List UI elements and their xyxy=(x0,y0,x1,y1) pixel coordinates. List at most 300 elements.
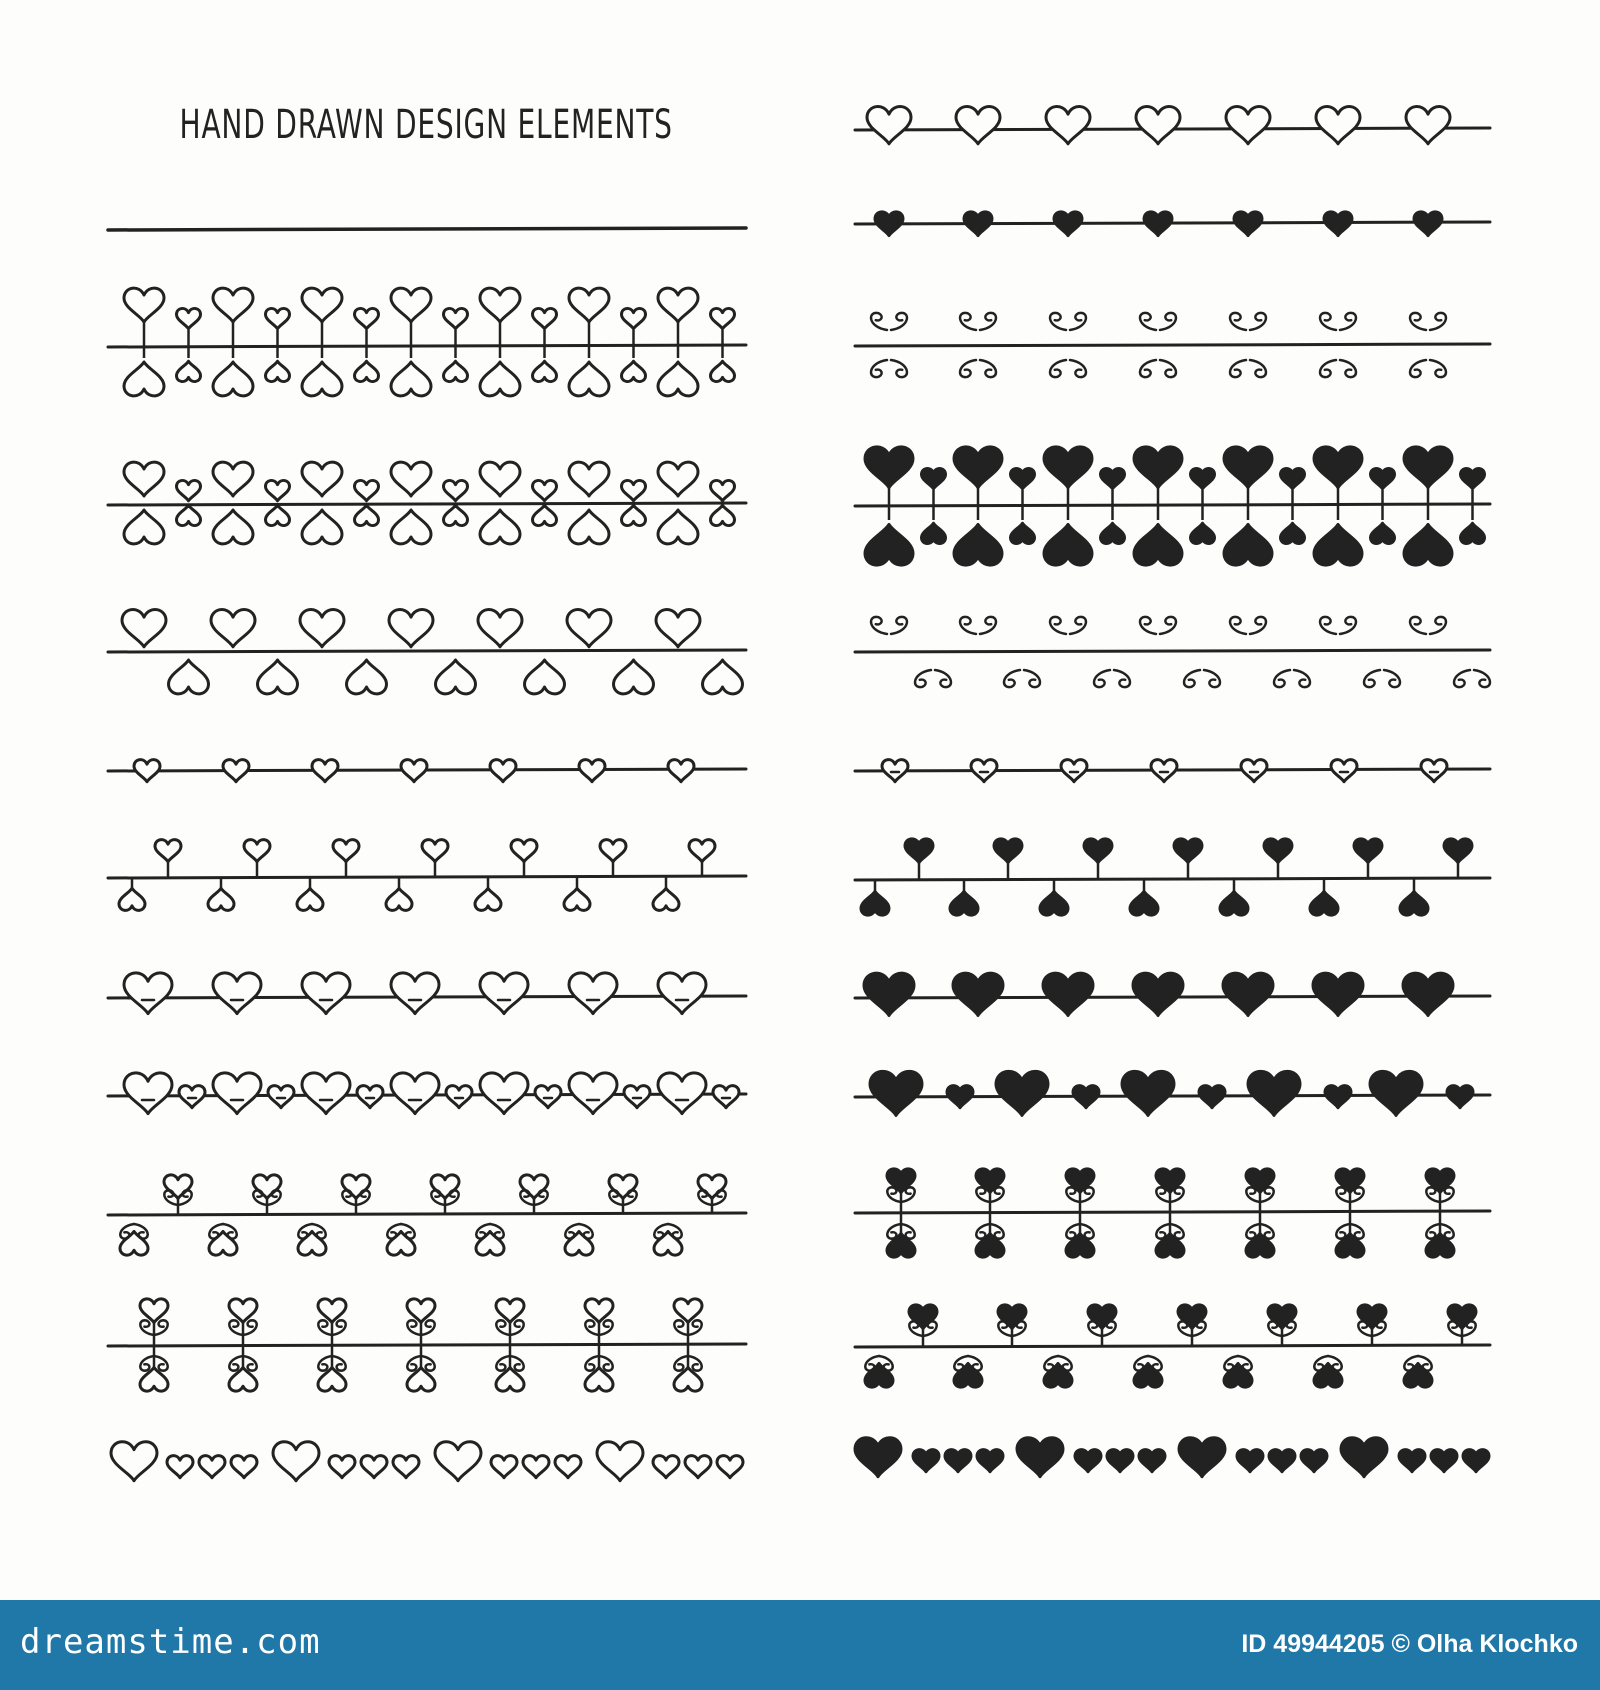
swirl-curl xyxy=(1340,360,1356,377)
outline-heart xyxy=(533,505,557,525)
outline-heart xyxy=(496,1299,524,1323)
outline-heart xyxy=(300,610,344,647)
border-line xyxy=(108,650,746,652)
outline-heart xyxy=(124,510,164,544)
outline-heart xyxy=(1421,760,1447,782)
outline-heart xyxy=(476,1231,504,1255)
outline-heart xyxy=(266,505,290,525)
outline-heart xyxy=(177,480,201,500)
filled-heart xyxy=(1431,1450,1457,1472)
filled-big-small-hearts xyxy=(855,1071,1490,1115)
outline-heart xyxy=(391,362,431,396)
outline-heart xyxy=(614,660,654,694)
filled-heart xyxy=(1414,212,1442,236)
filled-heart xyxy=(1223,973,1273,1015)
filled-heart xyxy=(1371,468,1395,488)
filled-heart xyxy=(1463,1450,1489,1472)
outline-heart xyxy=(155,840,181,862)
outline-heart xyxy=(535,1086,561,1108)
swirl-curl xyxy=(496,1320,510,1335)
outline-heart xyxy=(533,361,557,381)
filled-heart xyxy=(1199,1086,1225,1108)
outline-butterfly-hearts xyxy=(108,462,746,544)
outline-heart xyxy=(711,480,735,500)
swirl-curl xyxy=(1204,670,1220,687)
border-line xyxy=(108,503,746,505)
outline-heart xyxy=(231,1456,257,1478)
outline-heart xyxy=(654,1231,682,1255)
outline-heart xyxy=(658,1073,706,1114)
outline-heart xyxy=(658,288,698,322)
outline-heart xyxy=(140,1299,168,1323)
outline-heart xyxy=(569,973,617,1014)
outline-heart-groups xyxy=(111,1442,743,1481)
filled-heart xyxy=(1043,973,1093,1015)
filled-heart xyxy=(913,1450,939,1472)
swirl-curl xyxy=(1230,313,1246,330)
outline-heart xyxy=(391,288,431,322)
swirl-curl xyxy=(1320,313,1336,330)
filled-heart xyxy=(1370,1071,1422,1115)
filled-heart xyxy=(1336,1169,1364,1193)
filled-heart xyxy=(1054,212,1082,236)
filled-heart xyxy=(1237,1450,1263,1472)
outline-hearts-with-dash xyxy=(108,973,746,1014)
filled-heart xyxy=(1371,523,1395,543)
filled-heart xyxy=(1461,468,1485,488)
filled-heart xyxy=(1404,524,1452,565)
swirl-curl xyxy=(1160,313,1176,330)
outline-heart xyxy=(266,480,290,500)
filled-heart xyxy=(1040,891,1068,915)
swirl-curl xyxy=(1024,670,1040,687)
outline-big-small-hearts-with-dash xyxy=(108,1073,746,1114)
swirl-curl xyxy=(1160,360,1176,377)
outline-heart xyxy=(711,505,735,525)
outline-heart xyxy=(223,760,249,782)
outline-heart xyxy=(609,1175,637,1199)
filled-heart xyxy=(1358,1305,1386,1329)
image-credit xyxy=(1241,1630,1578,1659)
outline-heart xyxy=(480,462,520,496)
filled-heart xyxy=(922,523,946,543)
filled-heart xyxy=(976,1169,1004,1193)
outline-heart xyxy=(329,1456,355,1478)
filled-heart xyxy=(1248,1071,1300,1115)
filled-curly-heart-crosses xyxy=(855,1169,1490,1257)
outline-heart xyxy=(361,1456,387,1478)
swirl-curl xyxy=(1274,670,1290,687)
swirl-curl xyxy=(585,1320,599,1335)
filled-heart xyxy=(1224,524,1272,565)
brand-logo-text: dreamstime.com xyxy=(20,1622,321,1662)
swirl-curl xyxy=(1230,617,1246,634)
outline-heart xyxy=(391,1073,439,1114)
filled-heart xyxy=(1044,524,1092,565)
swirl-curl xyxy=(1114,670,1130,687)
border-line xyxy=(108,1344,746,1346)
filled-heart xyxy=(887,1169,915,1193)
outline-heart xyxy=(1331,760,1357,782)
swirl-curl xyxy=(688,1320,702,1335)
outline-heart xyxy=(579,760,605,782)
filled-heart xyxy=(1246,1169,1274,1193)
filled-heart xyxy=(1314,447,1362,488)
filled-heart xyxy=(1107,1450,1133,1472)
outline-heart xyxy=(393,1456,419,1478)
filled-heart xyxy=(1191,468,1215,488)
swirl-curl xyxy=(1140,360,1156,377)
outline-heart xyxy=(565,1231,593,1255)
swirl-curl xyxy=(1160,617,1176,634)
outline-heart xyxy=(211,610,255,647)
outline-heart xyxy=(624,1086,650,1108)
filled-heart xyxy=(1224,447,1272,488)
swirl-curl xyxy=(1250,360,1266,377)
outline-heart xyxy=(386,888,412,910)
swirl-curl xyxy=(1320,617,1336,634)
filled-small-hearts-on-line xyxy=(855,212,1490,236)
outline-heart xyxy=(600,840,626,862)
outline-heart xyxy=(302,462,342,496)
filled-heart xyxy=(945,1450,971,1472)
outline-heart xyxy=(956,107,1000,144)
swirl-curl xyxy=(318,1320,332,1335)
filled-heart xyxy=(865,524,913,565)
filled-heart xyxy=(1144,212,1172,236)
border-line xyxy=(855,1345,1490,1347)
outline-heart xyxy=(668,760,694,782)
outline-heart-pairs-on-stems xyxy=(108,288,746,396)
outline-heart xyxy=(134,760,160,782)
outline-heart xyxy=(1226,107,1270,144)
border-line xyxy=(108,1213,746,1215)
outline-heart xyxy=(391,462,431,496)
swirl-curl xyxy=(871,313,887,330)
outline-heart xyxy=(446,1086,472,1108)
border-line xyxy=(855,650,1490,652)
outline-heart xyxy=(389,610,433,647)
outline-heart xyxy=(569,362,609,396)
outline-heart xyxy=(622,361,646,381)
swirl-curl xyxy=(1340,617,1356,634)
outline-heart xyxy=(444,505,468,525)
outline-heart xyxy=(436,660,476,694)
filled-heart xyxy=(998,1305,1026,1329)
swirl-curl xyxy=(1050,617,1066,634)
swirl-curl xyxy=(980,360,996,377)
outline-heart xyxy=(525,660,565,694)
filled-heart xyxy=(996,1071,1048,1115)
outline-heart xyxy=(1241,760,1267,782)
filled-heart xyxy=(950,891,978,915)
filled-heart xyxy=(1310,891,1338,915)
filled-heart xyxy=(1133,973,1183,1015)
filled-heart xyxy=(1179,1438,1225,1477)
filled-heart xyxy=(1011,523,1035,543)
filled-heart xyxy=(1269,1450,1295,1472)
swirl-curl xyxy=(891,617,907,634)
outline-heart xyxy=(491,1456,517,1478)
filled-heart xyxy=(870,1071,922,1115)
filled-heart xyxy=(1404,447,1452,488)
swirl-curl xyxy=(1474,670,1490,687)
swirl-curl xyxy=(140,1320,154,1335)
outline-heart xyxy=(674,1299,702,1323)
outline-heart xyxy=(622,505,646,525)
outline-heart xyxy=(1406,107,1450,144)
filled-heart xyxy=(1066,1233,1094,1257)
outline-hanging-hearts xyxy=(108,840,746,911)
filled-heart xyxy=(1264,839,1292,863)
outline-heart xyxy=(717,1456,743,1478)
swirl-curl xyxy=(1384,670,1400,687)
filled-heart xyxy=(1130,891,1158,915)
filled-heart xyxy=(1325,1086,1351,1108)
swirl-curl xyxy=(1410,617,1426,634)
filled-heart xyxy=(1011,468,1035,488)
swirl-curl xyxy=(960,617,976,634)
outline-heart xyxy=(273,1442,319,1481)
outline-heart xyxy=(475,888,501,910)
outline-heart xyxy=(244,840,270,862)
filled-heart xyxy=(1461,523,1485,543)
outline-heart xyxy=(435,1442,481,1481)
outline-heart xyxy=(882,760,908,782)
outline-heart xyxy=(122,610,166,647)
filled-heart-groups xyxy=(855,1438,1489,1477)
filled-heart xyxy=(1281,523,1305,543)
outline-small-hearts-with-dash xyxy=(855,760,1490,782)
filled-heart xyxy=(887,1233,915,1257)
filled-heart xyxy=(1354,839,1382,863)
filled-heart xyxy=(1444,839,1472,863)
filled-heart xyxy=(1075,1450,1101,1472)
outline-heart xyxy=(355,308,379,328)
swirl-curl xyxy=(1294,670,1310,687)
outline-heart xyxy=(177,361,201,381)
swirl-curl xyxy=(510,1320,524,1335)
plain-line xyxy=(108,228,746,230)
outline-heart xyxy=(229,1299,257,1323)
outline-heart xyxy=(333,840,359,862)
outline-hearts-on-line xyxy=(855,107,1490,144)
swirl-curl xyxy=(1184,670,1200,687)
swirl-curl xyxy=(1430,313,1446,330)
outline-heart xyxy=(658,973,706,1014)
outline-heart xyxy=(297,888,323,910)
swirl-curl xyxy=(980,313,996,330)
swirl-curl xyxy=(154,1320,168,1335)
outline-heart xyxy=(391,510,431,544)
outline-heart xyxy=(213,1073,261,1114)
filled-heart xyxy=(1448,1305,1476,1329)
filled-heart-pairs-on-stems xyxy=(855,447,1490,565)
filled-heart xyxy=(977,1450,1003,1472)
outline-heart xyxy=(302,973,350,1014)
filled-heart xyxy=(1314,1363,1342,1387)
border-line xyxy=(855,344,1490,346)
swirl-curl xyxy=(332,1320,346,1335)
swirl-curl xyxy=(1320,360,1336,377)
outline-heart xyxy=(480,288,520,322)
filled-heart xyxy=(1426,1233,1454,1257)
swirl-curl xyxy=(1410,313,1426,330)
swirl-curl xyxy=(1070,360,1086,377)
swirl-curl xyxy=(1250,313,1266,330)
outline-heart xyxy=(302,362,342,396)
outline-heart xyxy=(685,1456,711,1478)
outline-heart xyxy=(971,760,997,782)
outline-heart xyxy=(124,362,164,396)
filled-heart xyxy=(905,839,933,863)
filled-heart xyxy=(1220,891,1248,915)
swirl-curl xyxy=(1340,313,1356,330)
outline-heart xyxy=(347,660,387,694)
swirl-curl xyxy=(960,360,976,377)
outline-heart xyxy=(444,480,468,500)
outline-heart xyxy=(119,888,145,910)
outline-heart xyxy=(511,840,537,862)
filled-heart xyxy=(1088,1305,1116,1329)
outline-heart xyxy=(555,1456,581,1478)
border-line xyxy=(855,504,1490,506)
swirl-curl xyxy=(1050,313,1066,330)
outline-heart xyxy=(569,1073,617,1114)
outline-heart xyxy=(407,1299,435,1323)
outline-heart xyxy=(533,308,557,328)
filled-heart xyxy=(1341,1438,1387,1477)
filled-heart xyxy=(1224,1363,1252,1387)
swirl-curl xyxy=(1050,360,1066,377)
outline-heart xyxy=(342,1175,370,1199)
filled-heart xyxy=(1101,523,1125,543)
outline-heart xyxy=(213,973,261,1014)
filled-heart xyxy=(1191,523,1215,543)
swirl-curl xyxy=(915,670,931,687)
filled-heart xyxy=(947,1086,973,1108)
swirl-curl xyxy=(960,313,976,330)
outline-heart xyxy=(213,362,253,396)
swirl-curl xyxy=(871,360,887,377)
outline-heart xyxy=(199,1456,225,1478)
outline-heart xyxy=(124,462,164,496)
filled-heart xyxy=(954,447,1002,488)
filled-heart xyxy=(1400,891,1428,915)
filled-heart xyxy=(1017,1438,1063,1477)
filled-heart xyxy=(1246,1233,1274,1257)
swirl-curl xyxy=(1070,617,1086,634)
outline-heart xyxy=(177,505,201,525)
outline-heart xyxy=(357,1086,383,1108)
swirl-curl xyxy=(1430,360,1446,377)
filled-heart xyxy=(909,1305,937,1329)
swirl-curl xyxy=(599,1320,613,1335)
outline-heart xyxy=(298,1231,326,1255)
filled-heart xyxy=(1044,1363,1072,1387)
border-line xyxy=(108,228,746,230)
outline-heart xyxy=(355,505,379,525)
outline-alternating-hearts xyxy=(108,610,746,694)
filled-heart xyxy=(1174,839,1202,863)
swirl-curl xyxy=(935,670,951,687)
outline-heart xyxy=(564,888,590,910)
outline-heart xyxy=(387,1231,415,1255)
filled-heart xyxy=(875,212,903,236)
swirl-curl xyxy=(1454,670,1470,687)
filled-heart xyxy=(1139,1450,1165,1472)
outline-heart xyxy=(124,1073,172,1114)
outline-heart xyxy=(585,1299,613,1323)
filled-heart xyxy=(1101,468,1125,488)
filled-heart xyxy=(864,973,914,1015)
filled-hearts-on-line xyxy=(855,973,1490,1015)
outline-heart xyxy=(253,1175,281,1199)
outline-heart xyxy=(658,510,698,544)
image-author: © Olha Klochko xyxy=(1391,1630,1578,1658)
filled-heart xyxy=(1084,839,1112,863)
swirl-curl xyxy=(243,1320,257,1335)
outline-heart xyxy=(569,510,609,544)
swirl-curl xyxy=(1430,617,1446,634)
outline-heart xyxy=(318,1299,346,1323)
outline-heart xyxy=(177,308,201,328)
filled-heart xyxy=(1122,1071,1174,1115)
filled-heart xyxy=(1336,1233,1364,1257)
filled-heart xyxy=(964,212,992,236)
swirl-curl xyxy=(1140,617,1156,634)
swirl-curl xyxy=(1250,617,1266,634)
outline-heart xyxy=(569,288,609,322)
outline-heart xyxy=(422,840,448,862)
filled-heart xyxy=(1156,1169,1184,1193)
outline-curly-heart-crosses xyxy=(108,1299,746,1391)
footer-bar xyxy=(0,1600,1600,1690)
filled-heart xyxy=(1314,524,1362,565)
filled-heart xyxy=(1156,1233,1184,1257)
outline-heart xyxy=(480,973,528,1014)
filled-heart xyxy=(1324,212,1352,236)
outline-heart xyxy=(490,760,516,782)
filled-hanging-hearts xyxy=(855,839,1490,915)
outline-heart xyxy=(179,1086,205,1108)
filled-heart xyxy=(1281,468,1305,488)
filled-heart xyxy=(1426,1169,1454,1193)
filled-heart xyxy=(1447,1086,1473,1108)
filled-heart xyxy=(1073,1086,1099,1108)
outline-heart xyxy=(1136,107,1180,144)
outline-heart xyxy=(268,1086,294,1108)
swirl-curl xyxy=(1230,360,1246,377)
swirl-curl xyxy=(1364,670,1380,687)
outline-heart xyxy=(711,308,735,328)
outline-heart xyxy=(622,480,646,500)
outline-heart xyxy=(208,888,234,910)
filled-heart xyxy=(1399,1450,1425,1472)
filled-heart xyxy=(1403,973,1453,1015)
outline-heart xyxy=(164,1175,192,1199)
outline-swirl-hearts-alternating xyxy=(855,617,1490,687)
border-line xyxy=(855,1211,1490,1213)
swirl-curl xyxy=(891,360,907,377)
swirl-curl xyxy=(871,617,887,634)
outline-heart xyxy=(653,888,679,910)
outline-heart xyxy=(703,660,743,694)
outline-heart xyxy=(597,1442,643,1481)
outline-heart xyxy=(713,1086,739,1108)
outline-heart xyxy=(480,510,520,544)
outline-heart xyxy=(213,288,253,322)
